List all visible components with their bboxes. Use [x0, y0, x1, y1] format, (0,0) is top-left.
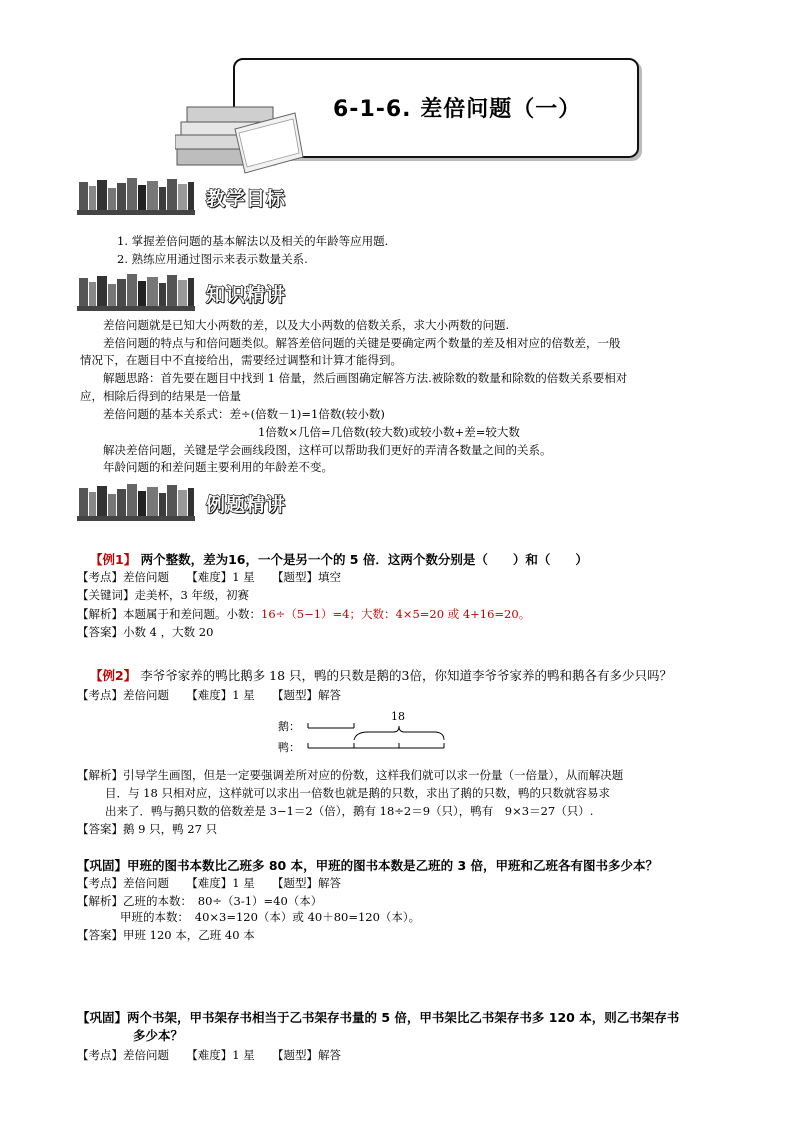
example-3-analysis-line: 【解析】乙班的本数： 80÷（3-1）=40（本）: [77, 894, 323, 908]
example-2-title: [90, 667, 672, 685]
books-shelf-icon: [77, 482, 195, 522]
example-2-answer: 【答案】鹅 9 只，鸭 27 只: [77, 822, 218, 836]
example-1-keywords: 【关键词】走美杯，3 年级，初赛: [77, 588, 249, 602]
knowledge-line: 应，相除后得到的结果是一倍量: [80, 389, 241, 403]
example-1-label: 【例1】: [90, 552, 137, 567]
section-title-goals: 教学目标: [206, 188, 287, 210]
difference-label: 18: [391, 710, 405, 723]
example-2-analysis-line: 出来了．鸭与鹅只数的倍数差是 3−1＝2（倍），鹅有 18÷2＝9（只），鸭有 9×3＝27（只）.: [105, 804, 594, 818]
example-4-meta: 【考点】差倍问题 【难度】1 星 【题型】解答: [77, 1048, 341, 1062]
knowledge-line: 年龄问题的和差问题主要利用的年龄差不变。: [103, 460, 333, 474]
example-2-label: 【例2】: [90, 668, 137, 683]
example-1-answer: 【答案】小数 4 ，大数 20: [77, 625, 214, 639]
example-2-meta: 【考点】差倍问题 【难度】1 星 【题型】解答: [77, 688, 341, 702]
example-1-analysis: [77, 605, 530, 623]
example-2-question: 李爷爷家养的鸭比鹅多 18 只，鸭的只数是鹅的3倍，你知道李爷爷家养的鸭和鹅各有多少只吗？: [140, 668, 672, 683]
example-4-title: 【巩固】两个书架，甲书架存书相当于乙书架存书量的 5 倍，甲书架比乙书架存书多 120 本，则乙书架存书: [77, 1010, 680, 1025]
line-segment-diagram: [278, 712, 448, 757]
page-title: 6-1-6. 差倍问题（一）: [333, 97, 582, 122]
example-2-analysis-line: 目．与 18 只相对应，这样就可以求出一倍数也就是鹅的只数，求出了鹅的只数，鸭的只数就容易求: [105, 786, 610, 800]
section-title-knowledge: 知识精讲: [206, 284, 287, 306]
example-3-answer: 【答案】甲班 120 本，乙班 40 本: [77, 928, 255, 942]
example-3-analysis-line: 甲班的本数： 40×3=120（本）或 40＋80=120（本）。: [120, 910, 421, 924]
analysis-formula: 16÷（5−1）=4；大数：4×5=20 或 4+16=20。: [261, 607, 531, 621]
example-3-meta: 【考点】差倍问题 【难度】1 星 【题型】解答: [77, 876, 341, 890]
duck-label: 鸭：: [278, 741, 300, 754]
knowledge-line: 解题思路：首先要在题目中找到 1 倍量，然后画图确定解答方法.被除数的数量和除数的倍数关系要相对: [103, 371, 628, 385]
analysis-label: 【解析】本题属于和差问题。小数：: [77, 607, 261, 621]
knowledge-line: 情况下，在题目中不直接给出，需要经过调整和计算才能得到。: [80, 353, 402, 367]
books-shelf-icon: [77, 272, 195, 312]
section-title-examples: 例题精讲: [206, 494, 287, 516]
goose-label: 鹅：: [278, 720, 300, 733]
knowledge-line: 差倍问题就是已知大小两数的差，以及大小两数的倍数关系，求大小两数的问题.: [103, 318, 510, 332]
knowledge-line: 解决差倍问题，关键是学会画线段图，这样可以帮助我们更好的弄清各数量之间的关系。: [103, 443, 552, 457]
example-1-title: [90, 550, 588, 568]
example-4-title-cont: 多少本？: [133, 1028, 184, 1043]
example-1-question: 两个整数，差为16，一个是另一个的 5 倍．这两个数分别是（ ）和（ ）: [140, 552, 588, 567]
goal-item: 1. 掌握差倍问题的基本解法以及相关的年龄等应用题.: [117, 234, 389, 248]
knowledge-formula: 差倍问题的基本关系式：差÷(倍数－1)=1倍数(较小数): [103, 407, 385, 421]
goal-item: 2. 熟练应用通过图示来表示数量关系.: [117, 252, 308, 266]
example-3-title: 【巩固】甲班的图书本数比乙班多 80 本，甲班的图书本数是乙班的 3 倍，甲班和乙班各有图书多少本？: [77, 858, 659, 873]
books-shelf-icon: [77, 176, 195, 216]
knowledge-formula: 1倍数×几倍=几倍数(较大数)或较小数+差=较大数: [258, 425, 520, 439]
example-2-analysis-line: 【解析】引导学生画图，但是一定要强调差所对应的份数，这样我们就可以求一份量（一倍量），从而解决题: [77, 768, 624, 782]
books-icon: [175, 95, 305, 175]
example-1-meta: 【考点】差倍问题 【难度】1 星 【题型】填空: [77, 570, 341, 584]
knowledge-line: 差倍问题的特点与和倍问题类似。解答差倍问题的关键是要确定两个数量的差及相对应的倍数差，一般: [103, 336, 621, 350]
